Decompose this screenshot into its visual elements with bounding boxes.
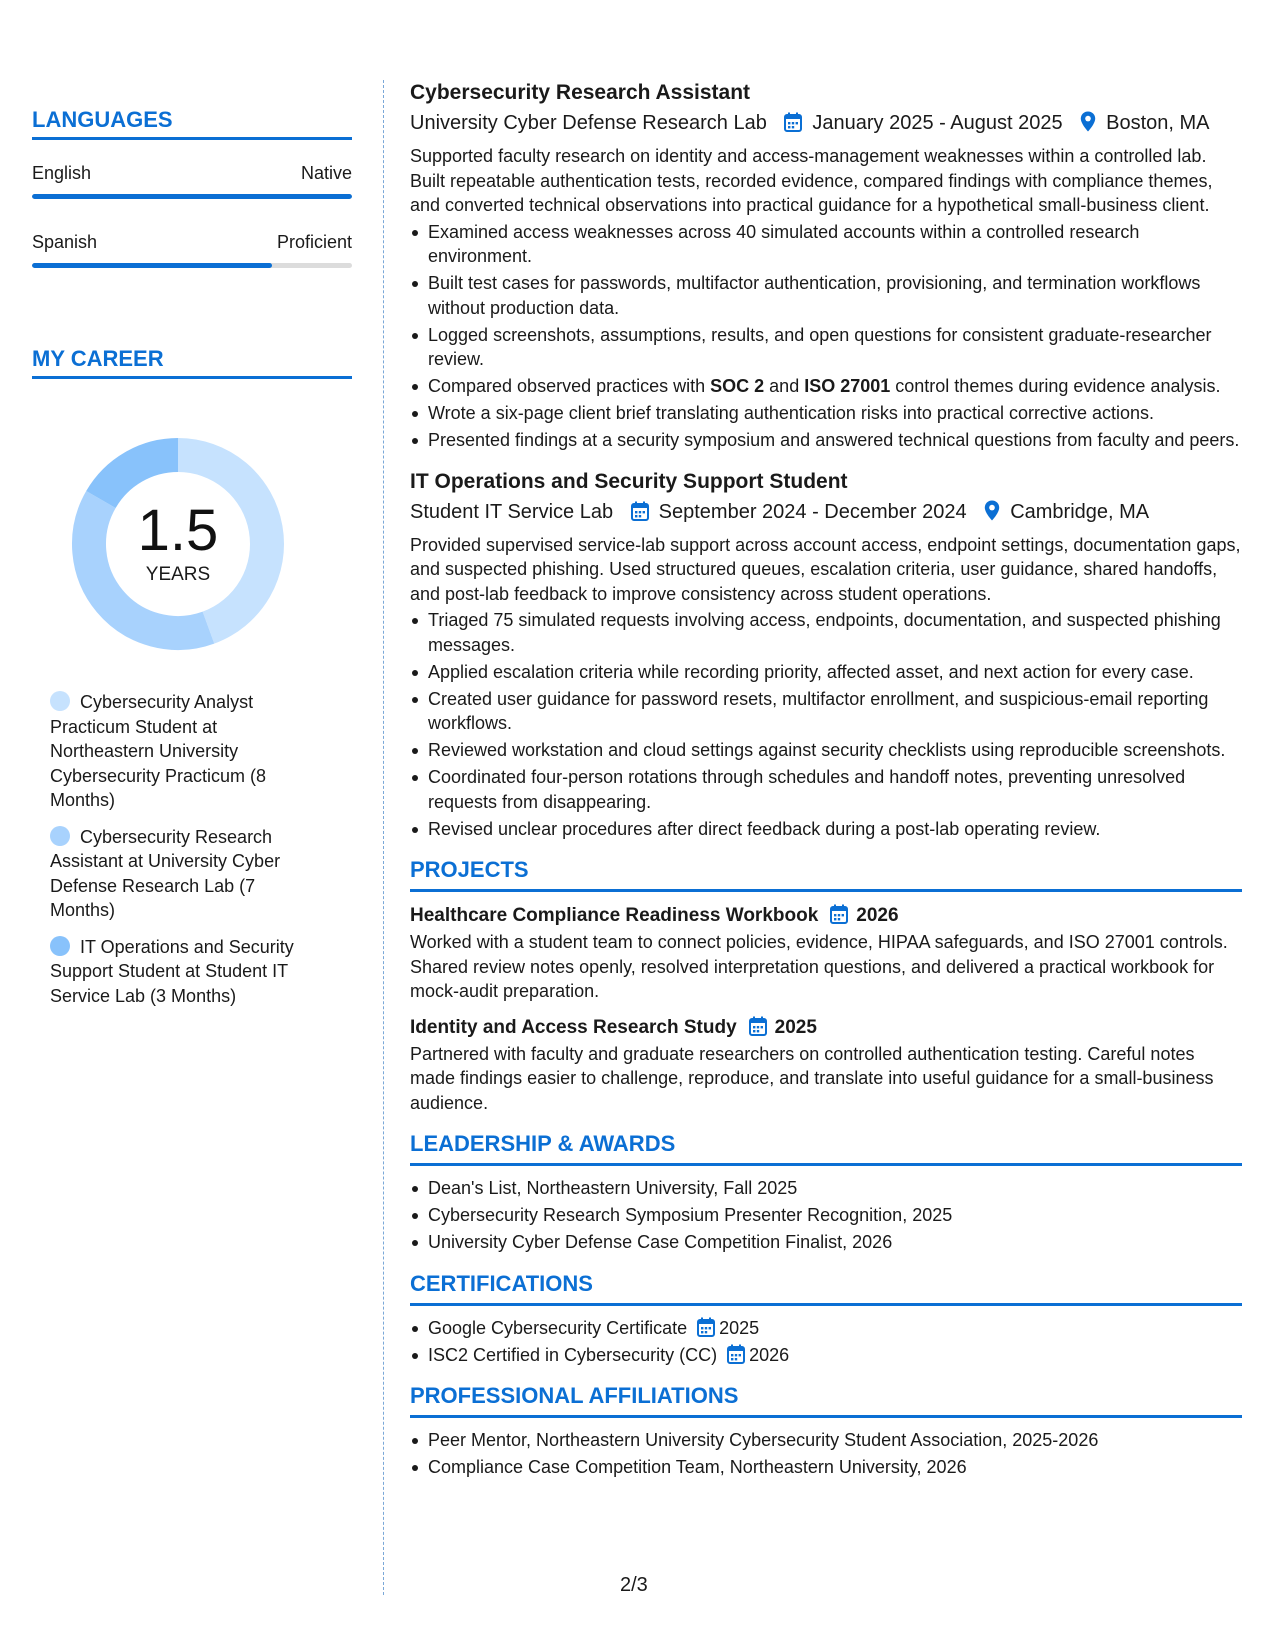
- job-bullet: Examined access weaknesses across 40 simulated accounts within a controlled research environment.: [410, 220, 1242, 269]
- calendar-icon: [784, 112, 802, 132]
- bullet-text: control themes during evidence analysis.: [890, 376, 1221, 396]
- job-bullet: Triaged 75 simulated requests involving access, endpoints, documentation, and suspected phishing messages.: [410, 608, 1242, 657]
- job-dates: January 2025 - August 2025: [812, 112, 1063, 134]
- job-location: Cambridge, MA: [1010, 500, 1150, 523]
- leadership-heading: LEADERSHIP & AWARDS: [410, 1129, 1242, 1166]
- bullet-text: Compared observed practices with: [428, 376, 711, 396]
- certification-item: [410, 1343, 1242, 1368]
- job-meta: [410, 497, 1242, 527]
- column-divider: [383, 80, 384, 1595]
- job-bullet: Presented findings at a security symposium and answered technical questions from faculty and peers.: [410, 428, 1242, 453]
- career-legend-label: Cybersecurity Analyst Practicum Student at Northeastern University Cybersecurity Practicum (8 Months): [50, 692, 267, 810]
- bullet-text: and: [764, 376, 805, 396]
- project-description: Partnered with faculty and graduate researchers on controlled authentication testing. Careful notes made findings easier to challenge, reproduce, and translate into useful guidance for a small-business audience.: [410, 1043, 1214, 1113]
- language-name: English: [32, 163, 92, 183]
- experience-entry: [410, 467, 1242, 842]
- certification-year: 2026: [749, 1344, 790, 1365]
- language-row-english: [32, 162, 352, 199]
- certification-year: 2025: [719, 1317, 760, 1338]
- experience-entry: [410, 78, 1242, 453]
- language-name: Spanish: [32, 232, 98, 252]
- leadership-item: Cybersecurity Research Symposium Presenter Recognition, 2025: [410, 1203, 1242, 1228]
- career-donut-center: [66, 432, 290, 656]
- job-bullet: Wrote a six-page client brief translating authentication risks into practical corrective actions.: [410, 401, 1242, 426]
- job-bullet: Logged screenshots, assumptions, results, and open questions for consistent graduate-researcher review.: [410, 323, 1242, 372]
- career-donut-chart: [66, 432, 290, 656]
- location-pin-icon: [1080, 111, 1096, 132]
- language-proficiency-fill: [32, 194, 352, 199]
- career-legend-item: [50, 690, 320, 813]
- calendar-icon: [749, 1016, 767, 1036]
- affiliation-item: Compliance Case Competition Team, Northeastern University, 2026: [410, 1455, 1242, 1480]
- affiliations-list: [410, 1428, 1242, 1480]
- career-heading: MY CAREER: [32, 346, 352, 379]
- job-bullet: Revised unclear procedures after direct feedback during a post-lab operating review.: [410, 817, 1242, 842]
- calendar-icon: [697, 1317, 715, 1337]
- project-title: Healthcare Compliance Readiness Workbook: [410, 905, 819, 926]
- calendar-icon: [727, 1344, 745, 1364]
- job-meta: [410, 108, 1242, 138]
- job-bullet: Reviewed workstation and cloud settings against security checklists using reproducible screenshots.: [410, 738, 1242, 763]
- job-bullet: Created user guidance for password resets, multifactor enrollment, and suspicious-email reporting workflows.: [410, 687, 1242, 736]
- career-total-unit: YEARS: [145, 564, 211, 585]
- certification-name: Google Cybersecurity Certificate: [428, 1317, 688, 1338]
- project-year: 2026: [856, 905, 899, 926]
- legend-dot-icon: [50, 826, 70, 846]
- language-level: Proficient: [276, 232, 352, 252]
- career-legend-label: IT Operations and Security Support Student at Student IT Service Lab (3 Months): [50, 936, 294, 1006]
- leadership-list: [410, 1176, 1242, 1255]
- location-pin-icon: [984, 500, 1000, 521]
- language-proficiency-fill: [32, 263, 272, 268]
- certifications-heading: CERTIFICATIONS: [410, 1269, 1242, 1306]
- legend-dot-icon: [50, 691, 70, 711]
- job-organization: University Cyber Defense Research Lab: [410, 112, 767, 134]
- job-bullet: Applied escalation criteria while recording priority, affected asset, and next action for every case.: [410, 660, 1242, 685]
- affiliation-item: Peer Mentor, Northeastern University Cybersecurity Student Association, 2025-2026: [410, 1428, 1242, 1453]
- job-bullets: [410, 220, 1242, 453]
- language-proficiency-bar: [32, 194, 352, 199]
- career-legend: [50, 690, 320, 1020]
- certifications-list: [410, 1316, 1242, 1368]
- affiliations-heading: PROFESSIONAL AFFILIATIONS: [410, 1381, 1242, 1418]
- projects-heading: PROJECTS: [410, 855, 1242, 892]
- career-legend-item: [50, 935, 320, 1009]
- job-bullet: [410, 374, 1242, 399]
- job-title: Cybersecurity Research Assistant: [410, 81, 751, 104]
- language-proficiency-bar: [32, 263, 352, 268]
- language-row-spanish: [32, 231, 352, 268]
- job-bullet: Built test cases for passwords, multifactor authentication, provisioning, and termination workflows without production data.: [410, 271, 1242, 320]
- job-bullet: Coordinated four-person rotations through schedules and handoff notes, preventing unresolved requests from disappearing.: [410, 765, 1242, 814]
- career-legend-item: [50, 825, 320, 923]
- certification-name: ISC2 Certified in Cybersecurity (CC): [428, 1344, 718, 1365]
- job-location: Boston, MA: [1106, 112, 1210, 134]
- project-entry: [410, 902, 1242, 1004]
- page-number: 2/3: [620, 1574, 648, 1596]
- bullet-emphasis: ISO 27001: [804, 376, 891, 396]
- legend-dot-icon: [50, 936, 70, 956]
- job-description: Supported faculty research on identity and access-management weaknesses within a controlled lab. Built repeatable authentication tests, recorded evidence, compared findings with compliance themes, and converted technical observations into practical guidance for a hypothetical small-business client.: [410, 146, 1213, 215]
- leadership-item: Dean's List, Northeastern University, Fall 2025: [410, 1176, 1242, 1201]
- job-dates: September 2024 - December 2024: [658, 500, 967, 523]
- job-bullets: [410, 608, 1242, 841]
- project-title-row: [410, 1014, 1242, 1042]
- leadership-item: University Cyber Defense Case Competition Finalist, 2026: [410, 1230, 1242, 1255]
- language-level: Native: [300, 163, 352, 183]
- job-description: Provided supervised service-lab support across account access, endpoint settings, documentation gaps, and suspected phishing. Used structured queues, escalation criteria, user guidance, shared handoffs, and post-lab feedback to improve consistency across student operations.: [410, 534, 1241, 604]
- project-title: Identity and Access Research Study: [410, 1016, 737, 1038]
- project-description: Worked with a student team to connect policies, evidence, HIPAA safeguards, and ISO 27001 controls. Shared review notes openly, resolved interpretation questions, and delivered a practical workbook for mock-audit preparation.: [410, 932, 1228, 1001]
- languages-heading: LANGUAGES: [32, 107, 352, 140]
- career-legend-label: Cybersecurity Research Assistant at University Cyber Defense Research Lab (7 Months): [50, 826, 281, 920]
- calendar-icon: [830, 904, 848, 924]
- project-title-row: [410, 902, 1242, 930]
- calendar-icon: [631, 501, 649, 521]
- project-year: 2025: [774, 1016, 817, 1038]
- project-entry: [410, 1014, 1242, 1116]
- bullet-emphasis: SOC 2: [710, 376, 765, 396]
- job-title: IT Operations and Security Support Student: [410, 469, 848, 493]
- career-total-years: 1.5: [137, 498, 219, 563]
- certification-item: [410, 1316, 1242, 1341]
- main-content: [410, 78, 1242, 1482]
- job-organization: Student IT Service Lab: [410, 500, 614, 523]
